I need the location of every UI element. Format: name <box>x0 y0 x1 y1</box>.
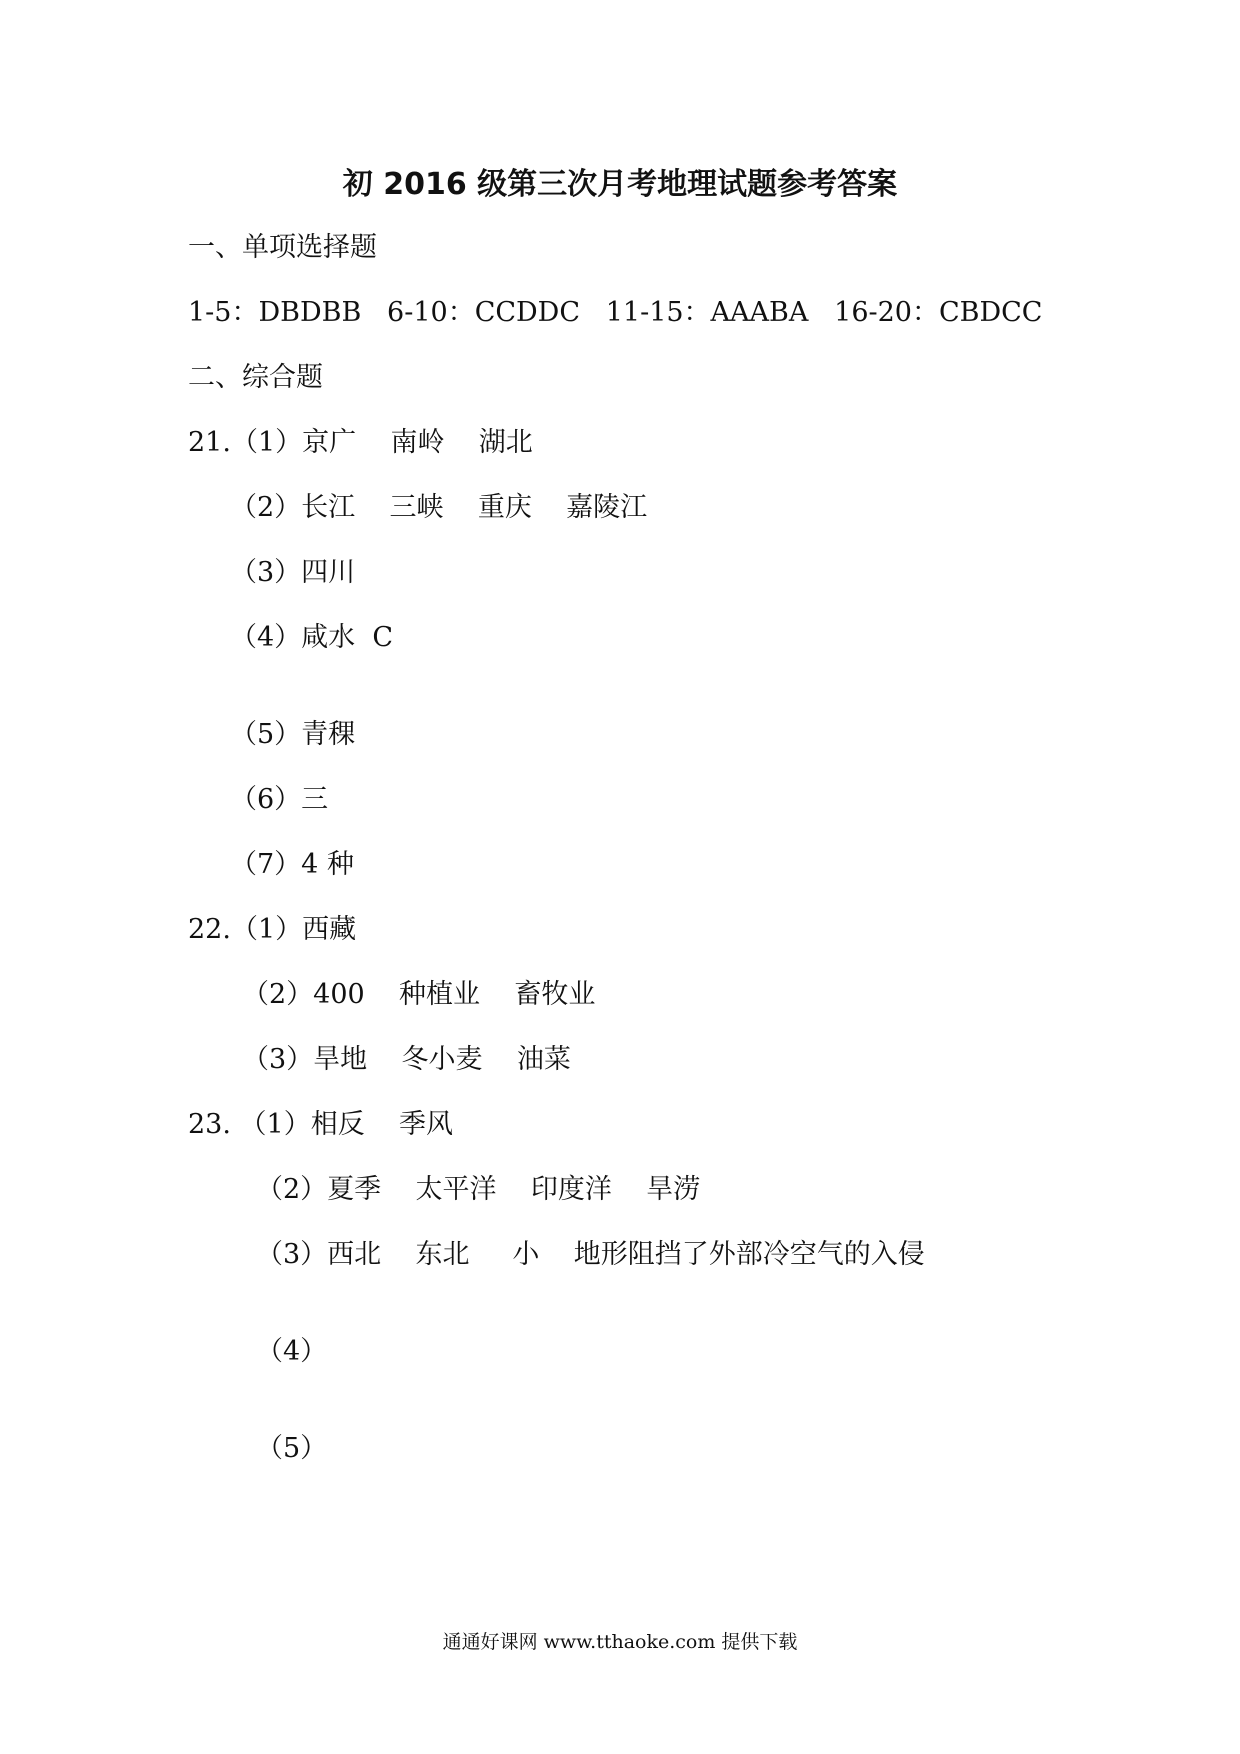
q23-part4: （4） <box>256 1336 328 1367</box>
q21-part1: 21.（1）京广 南岭 湖北 <box>188 427 533 458</box>
single-choice-answers: 1-5：DBDBB 6-10：CCDDC 11-15：AAABA 16-20：CBDCC <box>188 297 1043 328</box>
q22-part1: 22.（1）西藏 <box>188 914 357 945</box>
q21-part4: （4）咸水 C <box>230 622 394 653</box>
q21-part3: （3）四川 <box>230 557 356 588</box>
q22-part3: （3）旱地 冬小麦 油菜 <box>242 1044 571 1075</box>
section-heading-comprehensive: 二、综合题 <box>188 362 323 393</box>
q21-part7: （7）4 种 <box>230 849 354 880</box>
footer-source: 通通好课网 www.tthaoke.com 提供下载 <box>442 1631 798 1653</box>
q22-part2: （2）400 种植业 畜牧业 <box>242 979 596 1010</box>
q23-part3: （3）西北 东北 小 地形阻挡了外部冷空气的入侵 <box>256 1239 925 1270</box>
section-heading-single-choice: 一、单项选择题 <box>188 232 377 263</box>
q21-part6: （6）三 <box>230 784 329 815</box>
page-title: 初 2016 级第三次月考地理试题参考答案 <box>342 167 898 202</box>
q23-part1: 23. （1）相反 季风 <box>188 1109 454 1140</box>
q23-part2: （2）夏季 太平洋 印度洋 旱涝 <box>256 1174 701 1205</box>
q23-part5: （5） <box>256 1433 328 1464</box>
q21-part2: （2）长江 三峡 重庆 嘉陵江 <box>230 492 648 523</box>
q21-part5: （5）青稞 <box>230 719 356 750</box>
